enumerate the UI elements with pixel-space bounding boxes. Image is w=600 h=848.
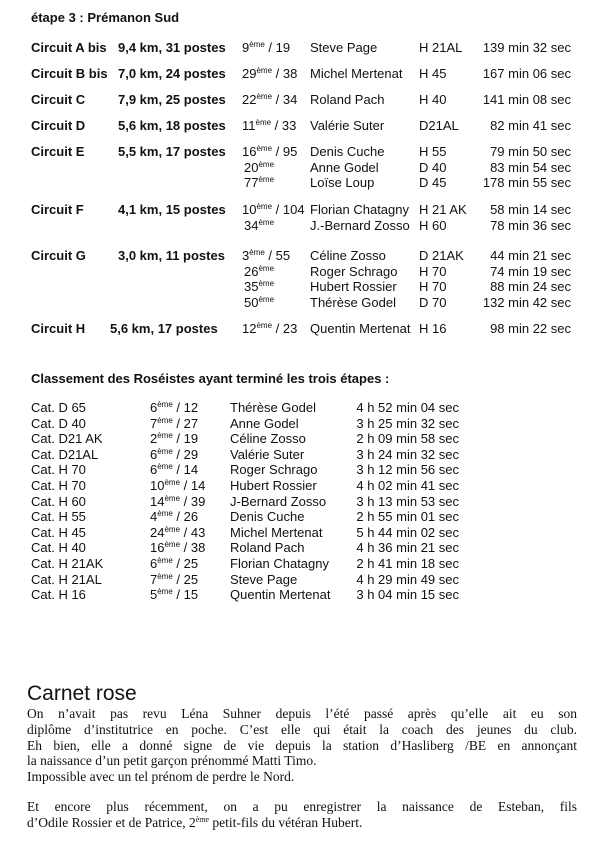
runner-time: 74 min 19 sec: [490, 263, 571, 279]
circuit-distance: 5,6 km, 17 postes: [110, 321, 218, 336]
rank-number: 29: [242, 66, 257, 81]
runner-time: 139 min 32 sec: [482, 40, 571, 55]
runner-category: H 45: [419, 66, 447, 81]
runner-category: H 21 AK: [419, 202, 467, 217]
runner-category: H 60: [419, 217, 447, 233]
circuit-name: Circuit B bis: [31, 66, 108, 81]
rank: [244, 264, 274, 279]
runner-name: Michel Mertenat: [310, 66, 403, 81]
carnet-line: la naissance d’un petit garçon prénommé Matti Timo.: [27, 753, 317, 769]
class-category: Cat. D 40: [31, 415, 86, 431]
class-category: Cat. H 45: [31, 524, 86, 540]
rank: 2ème / 19: [150, 431, 199, 447]
rank-total: 95: [282, 144, 298, 159]
rank-total: 27: [183, 415, 199, 431]
runner-category: D 45: [419, 175, 447, 191]
class-category: Cat. H 60: [31, 493, 86, 509]
runner-category: D 70: [419, 294, 447, 310]
ordinal-suffix: ème: [157, 462, 173, 472]
runner-time: 3 h 13 min 53 sec: [356, 493, 459, 509]
rank-number: 3: [242, 248, 250, 263]
rank-number: 77: [244, 175, 259, 191]
runner-name: Céline Zosso: [310, 248, 386, 263]
rank-number: 11: [242, 118, 256, 133]
rank: 7ème / 27: [150, 415, 199, 431]
rank: 4ème / 26: [150, 509, 199, 525]
rank-number: 22: [242, 92, 257, 107]
rank-number: 14: [150, 493, 165, 509]
ordinal-suffix: ème: [249, 248, 265, 257]
runner-name: Loïse Loup: [310, 175, 375, 191]
runner-name: Thérèse Godel: [230, 400, 316, 415]
runner-name: Valérie Suter: [310, 118, 385, 133]
runner-name: Valérie Suter: [230, 446, 305, 462]
rank: 11ème / 33: [242, 118, 297, 133]
rank: 16ème / 95: [242, 144, 298, 159]
rank-total: 34: [282, 92, 298, 107]
rank-total: 39: [190, 493, 206, 509]
ordinal-suffix: ème: [256, 66, 273, 75]
ordinal-suffix: ème: [256, 144, 273, 153]
ordinal-suffix: ème: [157, 587, 173, 597]
rank-total: 38: [190, 540, 206, 556]
runner-category: H 70: [419, 279, 447, 295]
carnet-line: [27, 815, 577, 831]
rank-number: 4: [150, 509, 158, 525]
circuit-name: Circuit D: [31, 118, 86, 133]
rank: 5ème / 15: [150, 587, 199, 603]
class-category: Cat. H 16: [31, 587, 86, 603]
ordinal-suffix: ème: [157, 400, 173, 409]
runner-time: 3 h 04 min 15 sec: [356, 587, 459, 603]
rank: 6ème / 29: [150, 446, 199, 462]
rank: [244, 160, 274, 175]
rank-total: 19: [183, 431, 199, 447]
rank-total: 104: [282, 202, 305, 217]
ordinal-suffix: ème: [258, 263, 275, 273]
circuit-distance: 7,0 km, 24 postes: [118, 66, 226, 81]
runner-time: 88 min 24 sec: [490, 279, 571, 295]
rank: 29ème / 38: [242, 66, 298, 81]
rank-total: 14: [183, 462, 199, 478]
rank-number: 16: [150, 540, 165, 556]
circuit-name: Circuit F: [31, 202, 84, 217]
ordinal-suffix: ème: [157, 446, 173, 456]
rank-number: 20: [244, 159, 259, 175]
runner-time: 44 min 21 sec: [490, 248, 571, 263]
carnet-line: On n’avait pas revu Léna Suhner depuis l’été passé après qu’elle ait eu son: [27, 706, 577, 721]
rank-number: 12: [242, 321, 257, 336]
runner-name: Quentin Mertenat: [310, 321, 411, 336]
rank: 6ème / 25: [150, 556, 199, 571]
rank-total: 23: [282, 321, 298, 336]
carnet-line-part: petit-fils du vétéran Hubert.: [209, 814, 363, 830]
runner-time: 82 min 41 sec: [490, 118, 571, 133]
rank-number: 26: [244, 263, 259, 279]
ordinal-suffix: ème: [258, 217, 275, 227]
rank-total: 38: [282, 66, 298, 81]
rank-total: 19: [275, 40, 291, 55]
ordinal-suffix: ème: [256, 321, 273, 330]
circuit-distance: 3,0 km, 11 postes: [118, 248, 225, 263]
rank: [244, 279, 274, 294]
runner-time: 141 min 08 sec: [482, 92, 571, 107]
rank: [244, 295, 274, 310]
runner-name: Denis Cuche: [310, 144, 385, 159]
carnet-line: Impossible avec un tel prénom de perdre le Nord.: [27, 769, 295, 785]
ordinal-suffix: ème: [164, 478, 181, 487]
runner-name: Florian Chatagny: [230, 556, 329, 571]
ordinal-suffix: ème: [157, 415, 173, 425]
runner-time: 132 min 42 sec: [482, 294, 571, 310]
runner-time: 2 h 55 min 01 sec: [356, 509, 459, 525]
runner-time: 178 min 55 sec: [482, 175, 571, 191]
rank: 9ème / 19: [242, 40, 291, 55]
rank-total: 12: [183, 400, 199, 415]
rank: 10ème / 14: [150, 478, 206, 493]
rank-total: 43: [190, 524, 206, 540]
class-category: Cat. H 40: [31, 540, 86, 556]
ordinal-suffix: ème: [164, 493, 181, 503]
runner-time: 3 h 24 min 32 sec: [356, 446, 459, 462]
classement-title: Classement des Roséistes ayant terminé les trois étapes :: [31, 371, 390, 386]
runner-time: 4 h 29 min 49 sec: [356, 571, 459, 587]
runner-time: 2 h 09 min 58 sec: [356, 431, 459, 447]
runner-time: 2 h 41 min 18 sec: [356, 556, 459, 571]
ordinal-suffix: ème: [195, 814, 210, 824]
runner-name: Roland Pach: [310, 92, 385, 107]
class-category: Cat. H 21AK: [31, 556, 104, 571]
rank: 7ème / 25: [150, 571, 199, 587]
rank-number: 7: [150, 415, 158, 431]
rank: 14ème / 39: [150, 493, 206, 509]
runner-time: 167 min 06 sec: [482, 66, 571, 81]
rank-number: 7: [150, 571, 158, 587]
class-category: Cat. D 65: [31, 400, 86, 415]
rank-number: 6: [150, 446, 158, 462]
rank-number: 6: [150, 556, 158, 571]
runner-category: H 55: [419, 144, 447, 159]
runner-name: J.-Bernard Zosso: [310, 217, 410, 233]
runner-time: 98 min 22 sec: [490, 321, 571, 336]
runner-time: 3 h 25 min 32 sec: [356, 415, 459, 431]
runner-time: 4 h 52 min 04 sec: [356, 400, 459, 415]
rank-total: 15: [183, 587, 199, 603]
rank-number: 5: [150, 587, 158, 603]
rank-number: 34: [244, 217, 259, 233]
carnet-line-part: d’Odile Rossier et de Patrice, 2: [27, 814, 196, 830]
runner-category: H 21AL: [419, 40, 463, 55]
runner-category: H 70: [419, 263, 447, 279]
rank-number: 2: [150, 431, 158, 447]
carnet-line: Et encore plus récemment, on a pu enregistrer la naissance de Esteban, fils: [27, 798, 577, 814]
runner-category: D 21AK: [419, 248, 464, 263]
carnet-text: [27, 706, 577, 831]
runner-name: Thérèse Godel: [310, 294, 396, 310]
runner-time: 79 min 50 sec: [490, 144, 571, 159]
class-category: Cat. H 55: [31, 509, 86, 525]
rank-total: 14: [190, 478, 206, 493]
rank-number: 16: [242, 144, 257, 159]
ordinal-suffix: ème: [258, 159, 275, 169]
ordinal-suffix: ème: [256, 202, 273, 211]
runner-time: 3 h 12 min 56 sec: [356, 462, 459, 478]
rank-total: 26: [183, 509, 199, 525]
rank-total: 33: [281, 118, 297, 133]
runner-name: Hubert Rossier: [230, 478, 317, 493]
circuit-distance: 9,4 km, 31 postes: [118, 40, 226, 55]
ordinal-suffix: ème: [164, 540, 181, 550]
rank-number: 24: [150, 524, 165, 540]
runner-time: 83 min 54 sec: [490, 159, 571, 175]
runner-name: Michel Mertenat: [230, 524, 323, 540]
rank-number: 50: [244, 294, 259, 310]
ordinal-suffix: ème: [249, 40, 265, 49]
rank-number: 10: [150, 478, 165, 493]
runner-time: 5 h 44 min 02 sec: [356, 524, 459, 540]
ordinal-suffix: ème: [256, 92, 273, 101]
stage-title: étape 3 : Prémanon Sud: [31, 10, 180, 25]
ordinal-suffix: ème: [157, 556, 173, 565]
ordinal-suffix: ème: [157, 571, 173, 581]
runner-name: Hubert Rossier: [310, 279, 397, 295]
rank-number: 6: [150, 462, 158, 478]
rank: [244, 175, 274, 190]
class-category: Cat. D21AL: [31, 446, 99, 462]
runner-name: Denis Cuche: [230, 509, 305, 525]
runner-name: Steve Page: [230, 571, 298, 587]
rank-number: 10: [242, 202, 257, 217]
circuit-name: Circuit G: [31, 248, 86, 263]
runner-name: Céline Zosso: [230, 431, 306, 447]
runner-time: 78 min 36 sec: [490, 217, 571, 233]
rank: 10ème / 104: [242, 202, 305, 217]
rank-number: 9: [242, 40, 250, 55]
carnet-line: Eh bien, elle a donné signe de vie depuis la station d’Hasliberg /BE en annonçant: [27, 737, 577, 753]
runner-category: H 40: [419, 92, 447, 107]
rank: 3ème / 55: [242, 248, 291, 263]
runner-name: J-Bernard Zosso: [230, 493, 327, 509]
rank: 22ème / 34: [242, 92, 298, 107]
rank: 16ème / 38: [150, 540, 206, 556]
carnet-line: diplôme d’institutrice en poche. C’est elle qui était la coach des jeunes du club.: [27, 721, 577, 737]
circuit-distance: 7,9 km, 25 postes: [118, 92, 226, 107]
runner-name: Quentin Mertenat: [230, 587, 331, 603]
rank: 12ème / 23: [242, 321, 298, 336]
carnet-title: Carnet rose: [27, 682, 137, 705]
ordinal-suffix: ème: [164, 524, 181, 534]
runner-name: Florian Chatagny: [310, 202, 409, 217]
ordinal-suffix: ème: [157, 431, 173, 441]
rank-number: 35: [244, 279, 259, 295]
runner-category: H 16: [419, 321, 447, 336]
runner-name: Roger Schrago: [230, 462, 318, 478]
circuit-distance: 5,6 km, 18 postes: [118, 118, 226, 133]
circuit-name: Circuit H: [31, 321, 86, 336]
ordinal-suffix: ème: [258, 294, 275, 304]
runner-time: 58 min 14 sec: [490, 202, 571, 217]
rank: 24ème / 43: [150, 524, 206, 540]
rank-number: 6: [150, 400, 158, 415]
circuit-distance: 5,5 km, 17 postes: [118, 144, 226, 159]
circuit-name: Circuit A bis: [31, 40, 107, 55]
runner-category: D21AL: [419, 118, 459, 133]
runner-time: 4 h 02 min 41 sec: [356, 478, 459, 493]
runner-name: Anne Godel: [230, 415, 299, 431]
runner-time: 4 h 36 min 21 sec: [356, 540, 459, 556]
class-category: Cat. H 70: [31, 478, 86, 493]
ordinal-suffix: ème: [255, 118, 272, 127]
class-category: Cat. H 70: [31, 462, 86, 478]
class-category: Cat. H 21AL: [31, 571, 102, 587]
runner-name: Anne Godel: [310, 159, 379, 175]
ordinal-suffix: ème: [258, 279, 275, 289]
circuit-name: Circuit C: [31, 92, 86, 107]
ordinal-suffix: ème: [157, 509, 173, 519]
circuit-distance: 4,1 km, 15 postes: [118, 202, 226, 217]
circuit-name: Circuit E: [31, 144, 85, 159]
rank-total: 25: [183, 571, 199, 587]
runner-name: Roland Pach: [230, 540, 305, 556]
runner-category: D 40: [419, 159, 447, 175]
class-category: Cat. D21 AK: [31, 431, 103, 447]
rank-total: 55: [275, 248, 291, 263]
rank: [244, 218, 274, 233]
rank-total: 25: [183, 556, 199, 571]
rank-total: 29: [183, 446, 199, 462]
runner-name: Roger Schrago: [310, 263, 398, 279]
runner-name: Steve Page: [310, 40, 378, 55]
rank: 6ème / 12: [150, 400, 199, 415]
rank: 6ème / 14: [150, 462, 199, 478]
ordinal-suffix: ème: [258, 175, 275, 185]
